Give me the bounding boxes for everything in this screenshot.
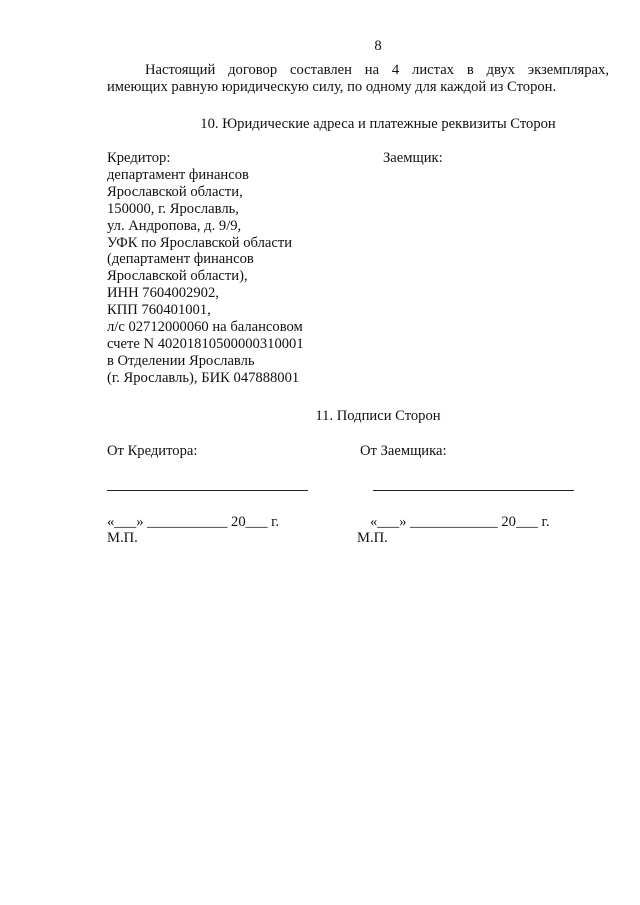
creditor-line: департамент финансов	[107, 166, 249, 183]
creditor-line: ИНН 7604002902,	[107, 285, 219, 302]
intro-paragraph-line-2: имеющих равную юридическую силу, по одному для каждой из Сторон.	[107, 79, 557, 95]
creditor-line: Ярославской области),	[107, 268, 248, 285]
creditor-date-field: «___» ___________ 20___ г.	[107, 514, 280, 530]
creditor-line: счете N 40201810500000310001	[107, 335, 304, 352]
borrower-stamp-label: М.П.	[357, 530, 388, 546]
creditor-line: в Отделении Ярославль	[107, 352, 255, 369]
from-borrower-label: От Заемщика:	[360, 443, 447, 459]
borrower-date-field: «___» ____________ 20___ г.	[370, 514, 550, 530]
borrower-signature-line	[373, 490, 574, 491]
creditor-label: Кредитор:	[107, 150, 171, 166]
creditor-signature-line	[107, 490, 308, 491]
creditor-line: КПП 760401001,	[107, 302, 211, 319]
creditor-line: 150000, г. Ярославль,	[107, 200, 239, 217]
creditor-line: Ярославской области,	[107, 183, 243, 200]
intro-paragraph-line-1: Настоящий договор составлен на 4 листах в двух экземплярах,	[145, 62, 609, 78]
creditor-details	[107, 150, 304, 387]
section-11-heading: 11. Подписи Сторон	[315, 408, 441, 424]
creditor-line: (департамент финансов	[107, 251, 254, 268]
section-10-heading: 10. Юридические адреса и платежные реквизиты Сторон	[200, 116, 556, 132]
creditor-line: л/с 02712000060 на балансовом	[107, 319, 303, 336]
borrower-label: Заемщик:	[383, 150, 443, 166]
creditor-line: УФК по Ярославской области	[107, 234, 293, 251]
page-number: 8	[374, 38, 382, 54]
creditor-stamp-label: М.П.	[107, 530, 138, 546]
from-creditor-label: От Кредитора:	[107, 443, 198, 459]
creditor-line: (г. Ярославль), БИК 047888001	[107, 369, 300, 386]
creditor-line: ул. Андропова, д. 9/9,	[107, 217, 242, 234]
